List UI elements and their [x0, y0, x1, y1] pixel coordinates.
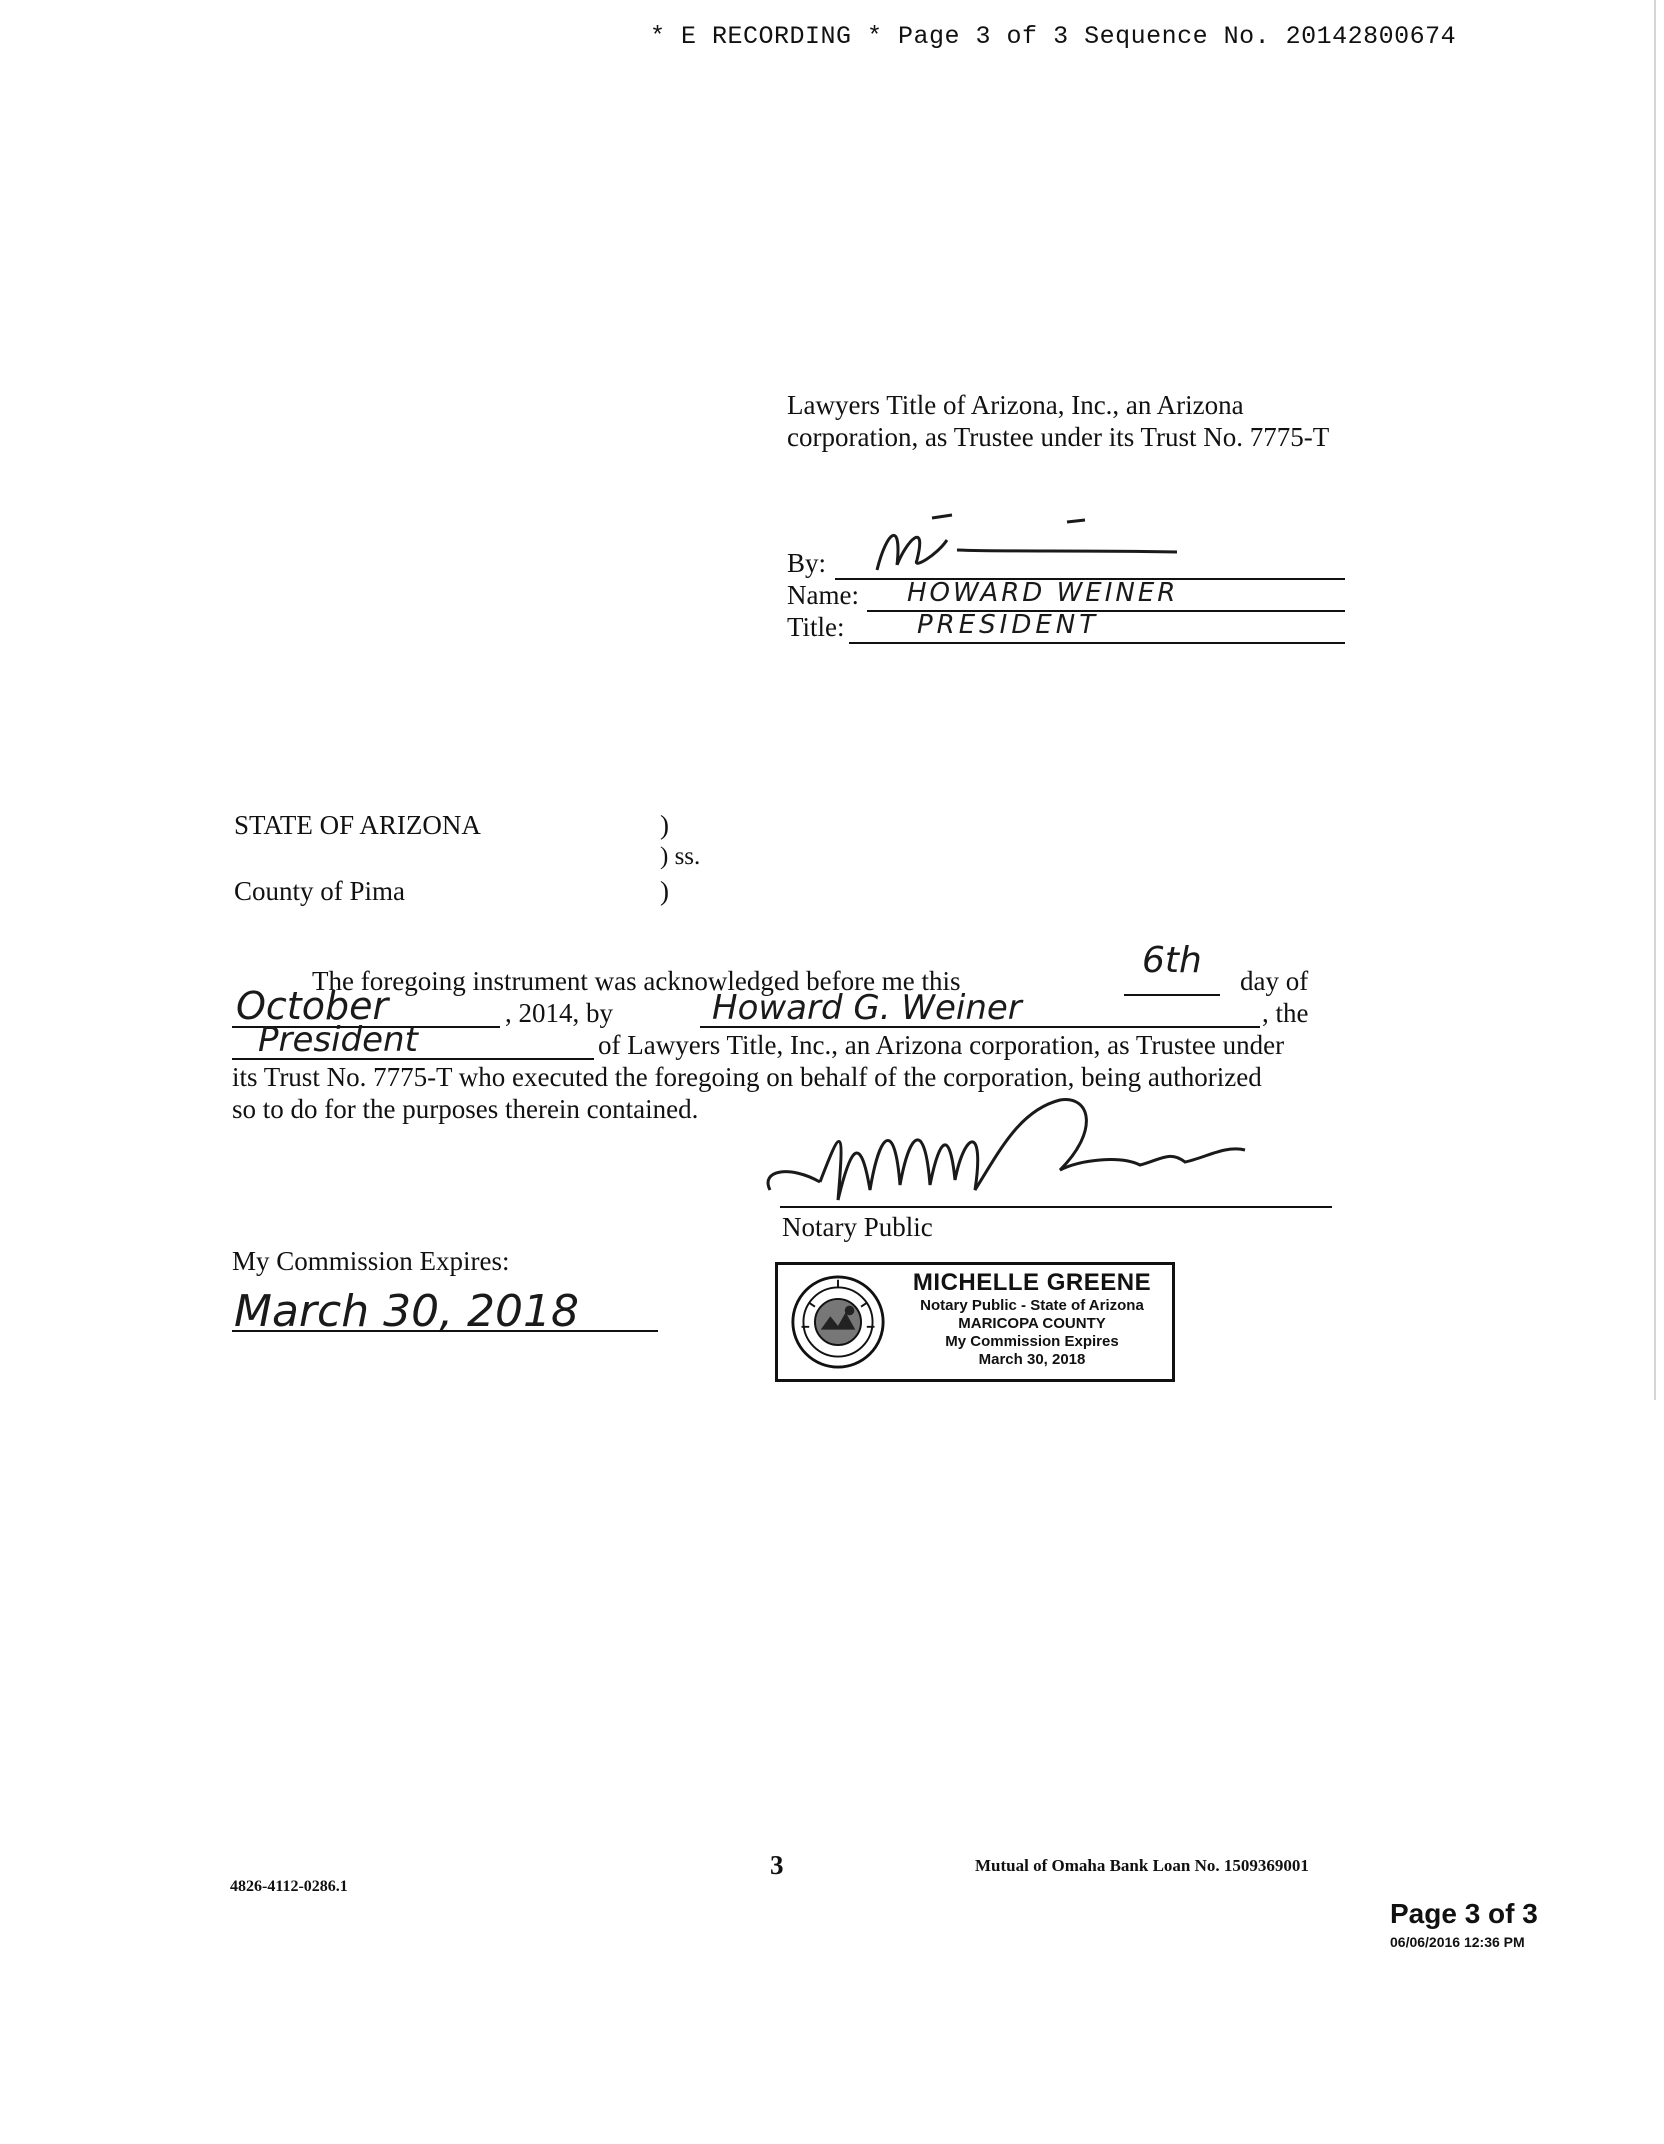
ack-year-text: , 2014, by	[505, 998, 613, 1028]
commission-handwritten: March 30, 2018	[234, 1286, 580, 1337]
venue-paren: )	[660, 810, 669, 840]
trustee-signature	[857, 510, 1187, 580]
page-of: Page 3 of 3	[1390, 1898, 1538, 1929]
ack-line1-end: day of	[1240, 966, 1309, 996]
notary-stamp	[775, 1262, 1175, 1382]
stamp-line: Notary Public - State of Arizona	[920, 1297, 1144, 1314]
stamp-line: MARICOPA COUNTY	[958, 1315, 1106, 1332]
commission-line	[232, 1330, 658, 1332]
ack-the-text: , the	[1262, 998, 1309, 1028]
venue-county: County of Pima	[234, 876, 406, 906]
trustee-text: Lawyers Title of Arizona, Inc., an Arizona corporation, as Trustee under its Trust No. 7775-T	[787, 390, 1330, 452]
commission-label: My Commission Expires:	[232, 1246, 510, 1276]
by-label: By:	[787, 548, 827, 578]
month-handwritten: October	[236, 984, 389, 1028]
document-id: 4826-4112-0286.1	[230, 1878, 348, 1895]
stamp-text	[892, 1269, 1172, 1369]
ack-line5: so to do for the purposes therein contained.	[232, 1094, 699, 1124]
name-label: Name:	[787, 580, 859, 610]
page-number: 3	[770, 1850, 784, 1880]
scan-edge	[1654, 0, 1656, 1400]
trustee-block	[787, 389, 1347, 453]
recording-header: * E RECORDING * Page 3 of 3 Sequence No. 20142800674	[650, 22, 1457, 51]
day-handwritten: 6th	[1142, 940, 1202, 981]
venue-paren: )	[660, 876, 669, 906]
signature-block	[787, 540, 1347, 650]
notary-label: Notary Public	[782, 1212, 933, 1242]
title-line	[849, 642, 1345, 644]
venue-ss: ) ss.	[660, 843, 701, 870]
loan-number: Mutual of Omaha Bank Loan No. 1509369001	[975, 1856, 1309, 1875]
stamp-notary-name: MICHELLE GREENE	[912, 1269, 1152, 1296]
ack-line3-end: of Lawyers Title, Inc., an Arizona corporation, as Trustee under	[598, 1030, 1285, 1060]
stamp-line: My Commission Expires	[945, 1333, 1119, 1350]
person-handwritten: Howard G. Weiner	[712, 988, 1022, 1028]
printed-timestamp: 06/06/2016 12:36 PM	[1390, 1934, 1525, 1950]
notary-signature	[760, 1090, 1250, 1220]
day-blank	[1124, 994, 1220, 996]
name-handwritten: HOWARD WEINER	[907, 578, 1179, 608]
ack-line1-start: The foregoing instrument was acknowledged before me this	[312, 966, 961, 996]
state-seal-icon	[790, 1274, 886, 1370]
notary-line	[780, 1206, 1332, 1208]
stamp-line: March 30, 2018	[978, 1351, 1086, 1368]
ack-title-handwritten: President	[258, 1020, 418, 1060]
title-handwritten: PRESIDENT	[917, 610, 1100, 640]
venue-state: STATE OF ARIZONA	[234, 810, 481, 840]
ack-line4: its Trust No. 7775-T who executed the foregoing on behalf of the corporation, being authorized	[232, 1062, 1262, 1092]
title-label: Title:	[787, 612, 845, 642]
